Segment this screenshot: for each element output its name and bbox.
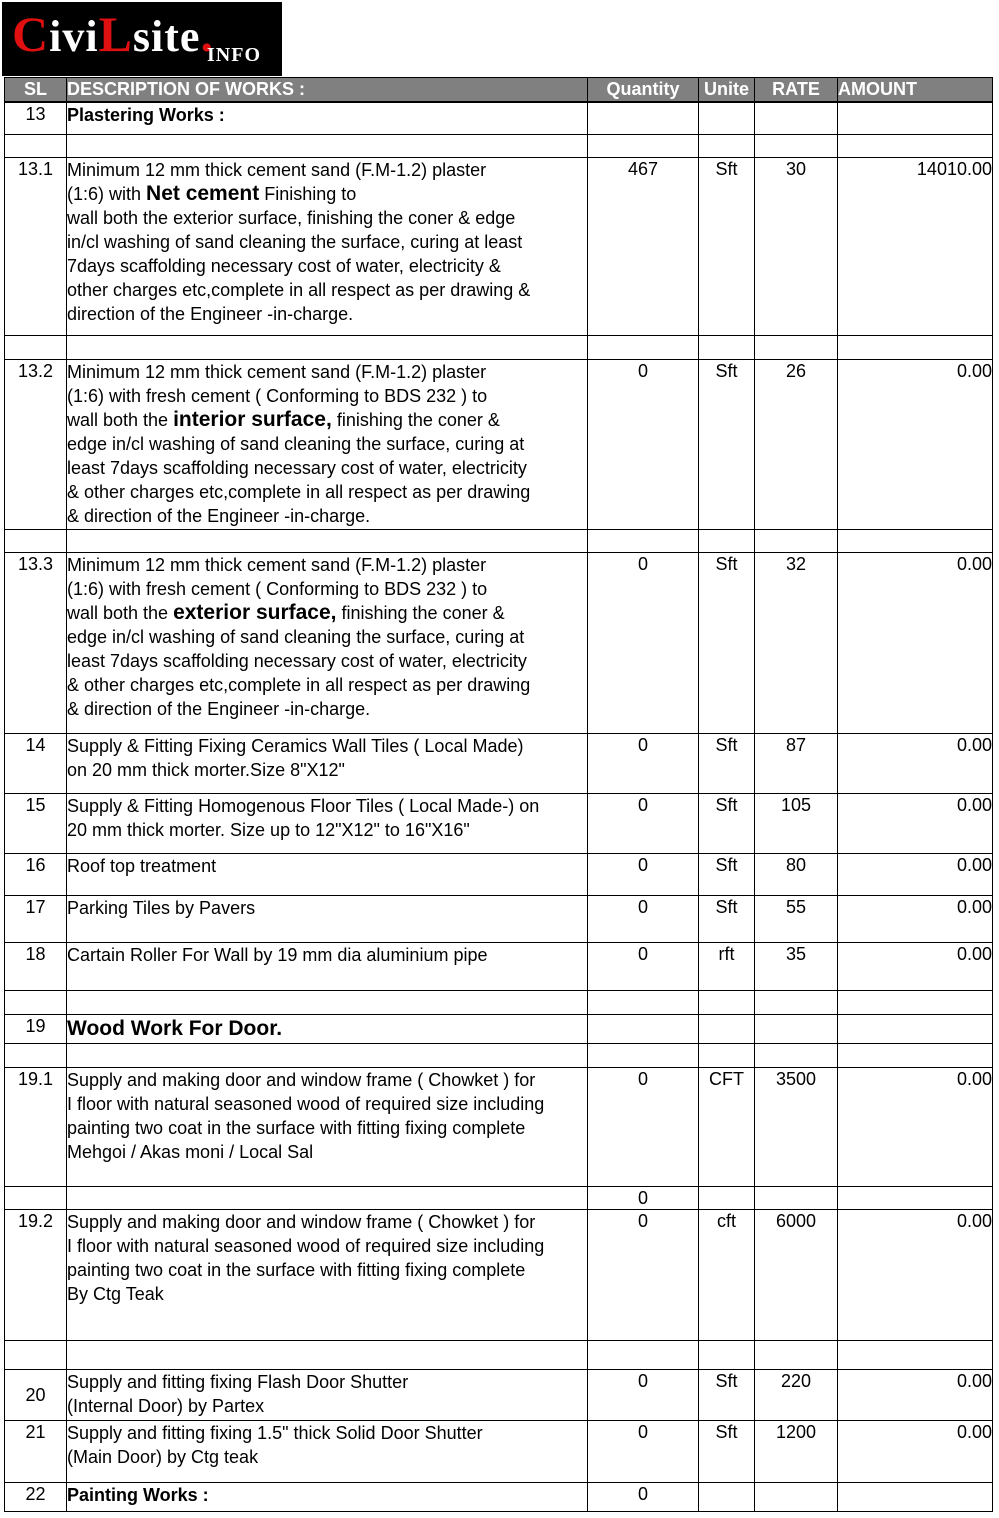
row-quantity: 0 (588, 359, 699, 529)
table-row (5, 942, 993, 990)
row-sl: 22 (5, 1482, 67, 1511)
row-unit: Sft (699, 359, 755, 529)
row-quantity: 0 (588, 895, 699, 942)
table-row (5, 793, 993, 853)
row-quantity: 0 (588, 1209, 699, 1340)
row-description: Minimum 12 mm thick cement sand (F.M-1.2) plaster (1:6) with fresh cement ( Conforming to BDS 232 ) to wall both the exterior surface, finishing the coner & edge in/cl washing of sand cleaning the surface, curing at least 7days scaffolding necessary cost of water, electricity & other charges etc,complete in all respect as per drawing & direction of the Engineer -in-charge. (67, 552, 588, 733)
row-description: Supply and fitting fixing 1.5" thick Solid Door Shutter (Main Door) by Ctg teak (67, 1420, 588, 1482)
table-header-row (5, 78, 993, 103)
row-quantity: 0 (588, 853, 699, 895)
table-row (5, 102, 993, 134)
row-amount: 0.00 (838, 1420, 993, 1482)
logo-subtext: INFO (207, 44, 261, 66)
row-sl: 19 (5, 1014, 67, 1043)
row-amount: 0.00 (838, 853, 993, 895)
logo-wordmark: CiviLsite. (12, 6, 214, 62)
row-amount: 0.00 (838, 895, 993, 942)
spacer-row (5, 1043, 993, 1067)
row-description: Minimum 12 mm thick cement sand (F.M-1.2) plaster (1:6) with fresh cement ( Conforming to BDS 232 ) to wall both the interior surface, finishing the coner & edge in/cl washing of sand cleaning the surface, curing at least 7days scaffolding necessary cost of water, electricity & other charges etc,complete in all respect as per drawing & direction of the Engineer -in-charge. (67, 359, 588, 529)
spacer-row (5, 1340, 993, 1369)
row-amount: 0.00 (838, 359, 993, 529)
row-amount: 14010.00 (838, 157, 993, 335)
row-quantity: 0 (588, 942, 699, 990)
header-rate: RATE (755, 78, 838, 103)
row-heading: Plastering Works : (67, 102, 588, 134)
row-unit: rft (699, 942, 755, 990)
row-description: Minimum 12 mm thick cement sand (F.M-1.2) plaster (1:6) with Net cement Finishing to wall both the exterior surface, finishing the coner & edge in/cl washing of sand cleaning the surface, curing at least 7days scaffolding necessary cost of water, electricity & other charges etc,complete in all respect as per drawing & direction of the Engineer -in-charge. (67, 157, 588, 335)
row-quantity: 0 (588, 1369, 699, 1420)
row-rate: 6000 (755, 1209, 838, 1340)
spacer-row (5, 335, 993, 359)
row-sl: 13.2 (5, 359, 67, 529)
row-quantity: 0 (588, 793, 699, 853)
header-description: DESCRIPTION OF WORKS : (67, 78, 588, 103)
row-quantity: 0 (588, 552, 699, 733)
row-amount: 0.00 (838, 733, 993, 793)
table-row (5, 359, 993, 529)
spacer-row (5, 529, 993, 552)
row-description: Supply & Fitting Fixing Ceramics Wall Tiles ( Local Made) on 20 mm thick morter.Size 8"X12" (67, 733, 588, 793)
table-row (5, 895, 993, 942)
row-sl: 19.2 (5, 1209, 67, 1340)
table-row (5, 1067, 993, 1186)
table-row (5, 157, 993, 335)
row-sl: 13.3 (5, 552, 67, 733)
row-rate: 32 (755, 552, 838, 733)
row-rate: 55 (755, 895, 838, 942)
row-description: Supply and making door and window frame ( Chowket ) for I floor with natural seasoned wood of required size including painting two coat in the surface with fitting fixing complete Mehgoi / Akas moni / Local Sal (67, 1067, 588, 1186)
table-row (5, 733, 993, 793)
table-row (5, 1014, 993, 1043)
row-unit: Sft (699, 552, 755, 733)
row-unit: Sft (699, 895, 755, 942)
header-sl: SL (5, 78, 67, 103)
row-description: Supply and making door and window frame ( Chowket ) for I floor with natural seasoned wood of required size including painting two coat in the surface with fitting fixing complete By Ctg Teak (67, 1209, 588, 1340)
row-unit: Sft (699, 853, 755, 895)
table-row (5, 1209, 993, 1340)
row-description: Cartain Roller For Wall by 19 mm dia aluminium pipe (67, 942, 588, 990)
row-heading: Wood Work For Door. (67, 1014, 588, 1043)
spacer-row (5, 990, 993, 1014)
header-amount: AMOUNT (838, 78, 993, 103)
row-amount: 0.00 (838, 1369, 993, 1420)
row-unit: Sft (699, 1420, 755, 1482)
row-unit: cft (699, 1209, 755, 1340)
spacer-row (5, 134, 993, 157)
row-rate: 105 (755, 793, 838, 853)
row-amount: 0.00 (838, 942, 993, 990)
row-sl: 13 (5, 102, 67, 134)
table-row (5, 1482, 993, 1511)
row-rate: 87 (755, 733, 838, 793)
row-description: Supply and fitting fixing Flash Door Shutter (Internal Door) by Partex (67, 1369, 588, 1420)
row-amount: 0.00 (838, 552, 993, 733)
row-unit: CFT (699, 1067, 755, 1186)
row-rate: 80 (755, 853, 838, 895)
row-amount: 0.00 (838, 793, 993, 853)
row-heading: Painting Works : (67, 1482, 588, 1511)
row-sl: 19.1 (5, 1067, 67, 1186)
row-quantity: 0 (588, 1420, 699, 1482)
row-unit: Sft (699, 793, 755, 853)
row-description: Parking Tiles by Pavers (67, 895, 588, 942)
row-rate: 220 (755, 1369, 838, 1420)
row-sl: 18 (5, 942, 67, 990)
row-amount: 0.00 (838, 1067, 993, 1186)
row-sl: 15 (5, 793, 67, 853)
row-sl: 14 (5, 733, 67, 793)
row-sl: 16 (5, 853, 67, 895)
table-row (5, 552, 993, 733)
row-rate: 35 (755, 942, 838, 990)
row-quantity: 0 (588, 1186, 699, 1209)
row-quantity: 0 (588, 733, 699, 793)
header-quantity: Quantity (588, 78, 699, 103)
header-unit: Unite (699, 78, 755, 103)
row-rate: 1200 (755, 1420, 838, 1482)
row-unit: Sft (699, 157, 755, 335)
table-row (5, 853, 993, 895)
row-sl: 13.1 (5, 157, 67, 335)
row-unit: Sft (699, 1369, 755, 1420)
table-row (5, 1369, 993, 1420)
row-rate: 3500 (755, 1067, 838, 1186)
boq-table (4, 77, 993, 1512)
table-row (5, 1420, 993, 1482)
row-description: Supply & Fitting Homogenous Floor Tiles ( Local Made-) on 20 mm thick morter. Size up to 12"X12" to 16"X16" (67, 793, 588, 853)
row-unit: Sft (699, 733, 755, 793)
row-rate: 26 (755, 359, 838, 529)
row-sl: 20 (5, 1369, 67, 1420)
row-sl: 21 (5, 1420, 67, 1482)
row-quantity: 0 (588, 1482, 699, 1511)
row-amount: 0.00 (838, 1209, 993, 1340)
row-description: Roof top treatment (67, 853, 588, 895)
row-quantity: 467 (588, 157, 699, 335)
civilsite-logo (2, 2, 282, 76)
table-row (5, 1186, 993, 1209)
row-quantity: 0 (588, 1067, 699, 1186)
row-rate: 30 (755, 157, 838, 335)
row-sl: 17 (5, 895, 67, 942)
